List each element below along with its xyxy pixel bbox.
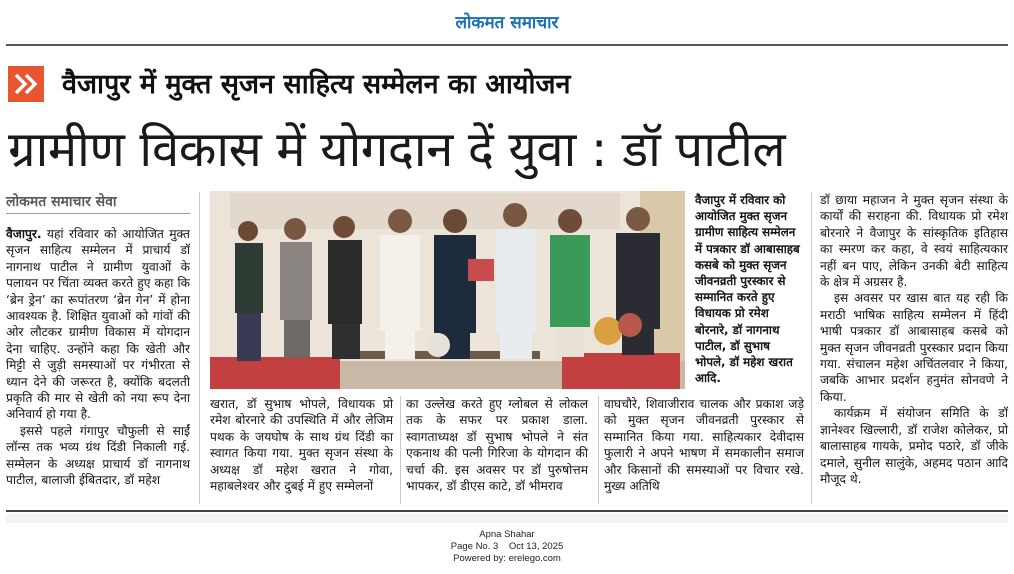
column-divider (400, 396, 401, 504)
article-column-4 (604, 396, 804, 494)
article-paragraph: वाघचौरे, शिवाजीराव चालक और प्रकाश जड़े को मुक्त सृजन जीवनव्रती पुरस्कार से सम्मानित किया गया. साहित्यकार देवीदास फुलारी ने अपने भाषण में समकालीन समाज और किसानों की समस्याओं पर विचार रखे. मुख्य अतिथि (604, 397, 804, 494)
masthead (0, 0, 1014, 46)
article-column-5 (820, 192, 1008, 487)
masthead-rule (6, 44, 1008, 46)
article-column-1 (6, 226, 190, 489)
article-paragraph (6, 226, 190, 423)
bottom-rule (6, 510, 1008, 512)
kicker (6, 62, 1008, 106)
kicker-text: वैजापुर में मुक्त सृजन साहित्य सम्मेलन का आयोजन (62, 69, 571, 100)
article-paragraph: डॉ छाया महाजन ने मुक्त सृजन संस्था के कार्यों की सराहना की. विधायक प्रो रमेश बोरनारे ने वैजापुर के सांस्कृतिक इतिहास का स्मरण कर कहा, वे स्वयं साहित्यकार नहीं बन पाए, लेकिन उनकी बेटी साहित्य के क्षेत्र में अग्रसर है. (820, 193, 1008, 290)
column-divider (199, 192, 200, 504)
double-chevron-right-icon (8, 66, 44, 102)
event-photo (210, 191, 685, 389)
article-column-3 (406, 396, 588, 494)
column-divider (598, 396, 599, 504)
footer-powered: Powered by: erelego.com (453, 553, 561, 564)
footer-page: Page No. 3 Oct 13, 2025 (450, 541, 564, 552)
page-footer (0, 529, 1014, 565)
article-text: यहां रविवार को आयोजित मुक्त सृजन साहित्य सम्मेलन में प्राचार्य डॉ नागनाथ पाटील ने ग्रामीण युवाओं के पलायन पर चिंता व्यक्त करते हुए कहा कि ‘ब्रेन ड्रेन’ का रूपांतरण ‘ब्रेन गेन’ में होना आवश्यक है. शिक्षित युवाओं को गांवों की ओर लौटकर ग्रामीण विकास में योगदान देना चाहिए. उन्होंने कहा कि खेती और मिट्टी से जुड़ी समस्याओं पर गंभीरता से ध्यान देने की जरूरत है, क्योंकि बदलती प्रकृति की मार से खेती को नया रूप देना अनिवार्य हो गया है. (6, 227, 190, 422)
headline: ग्रामीण विकास में योगदान दें युवा : डॉ पाटील (8, 121, 786, 178)
photo-caption (695, 192, 803, 386)
article-paragraph: इससे पहले गंगापुर चौफुली से साईं लॉन्स तक भव्य ग्रंथ दिंडी निकाली गई. सम्मेलन के अध्यक्ष प्राचार्य डॉ नागनाथ पाटील, बालाजी ईबितदार, डॉ महेश (6, 423, 190, 488)
article-paragraph: इस अवसर पर खास बात यह रही कि मराठी भाषिक साहित्य सम्मेलन में हिंदी भाषी पत्रकार डॉ आबासाहब कसबे को मुक्त सृजन जीवनव्रती पुरस्कार प्रदान किया गया. संचालन महेश अचिंतलवार ने किया, जबकि आभार प्रदर्शन हनुमंत सोनवणे ने किया. (820, 291, 1008, 404)
article-column-2 (210, 396, 393, 494)
byline-rule (6, 213, 190, 214)
article-paragraph: का उल्लेख करते हुए ग्लोबल से लोकल तक के सफर पर प्रकाश डाला. स्वागताध्यक्ष डॉ सुभाष भोपले ने संत एकनाथ की पत्नी गिरिजा के योगदान की चर्चा की. इस अवसर पर डॉ पुरुषोत्तम भापकर, डॉ डीएस काटे, डॉ भीमराव (406, 397, 588, 494)
column-divider (811, 192, 812, 504)
dateline: वैजापुर. (6, 227, 42, 241)
byline: लोकमत समाचार सेवा (6, 194, 117, 210)
article-paragraph: कार्यक्रम में संयोजन समिति के डॉ ज्ञानेश्वर खिल्लारी, डॉ राजेश कोलेकर, प्रो बालासाहब गायके, प्रमोद पठारे, डॉ जीके दमाले, सुनील सालुंके, अहमद पठान आदि मौजूद थे. (820, 406, 1008, 486)
footer-source: Apna Shahar (479, 529, 535, 540)
article-paragraph: खरात, डॉ सुभाष भोपले, विधायक प्रो रमेश बोरनारे की उपस्थिति में और लेजिम पथक के जयघोष के साथ ग्रंथ दिंडी का स्वागत किया गया. मुक्त सृजन संस्था के अध्यक्ष डॉ महेश खरात ने गोवा, महाबलेश्वर और दुबई में हुए सम्मेलनों (210, 397, 393, 494)
masthead-title: लोकमत समाचार (455, 13, 559, 33)
bottom-strip (6, 514, 1008, 523)
caption-text: वैजापुर में रविवार को आयोजित मुक्त सृजन ग्रामीण साहित्य सम्मेलन में पत्रकार डॉ आबासाहब कसबे को मुक्त सृजन जीवनव्रती पुरस्कार से सम्मानित करते हुए विधायक प्रो रमेश बोरनारे, डॉ नागनाथ पाटील, डॉ सुभाष भोपले, डॉ महेश खरात आदि. (695, 193, 800, 386)
